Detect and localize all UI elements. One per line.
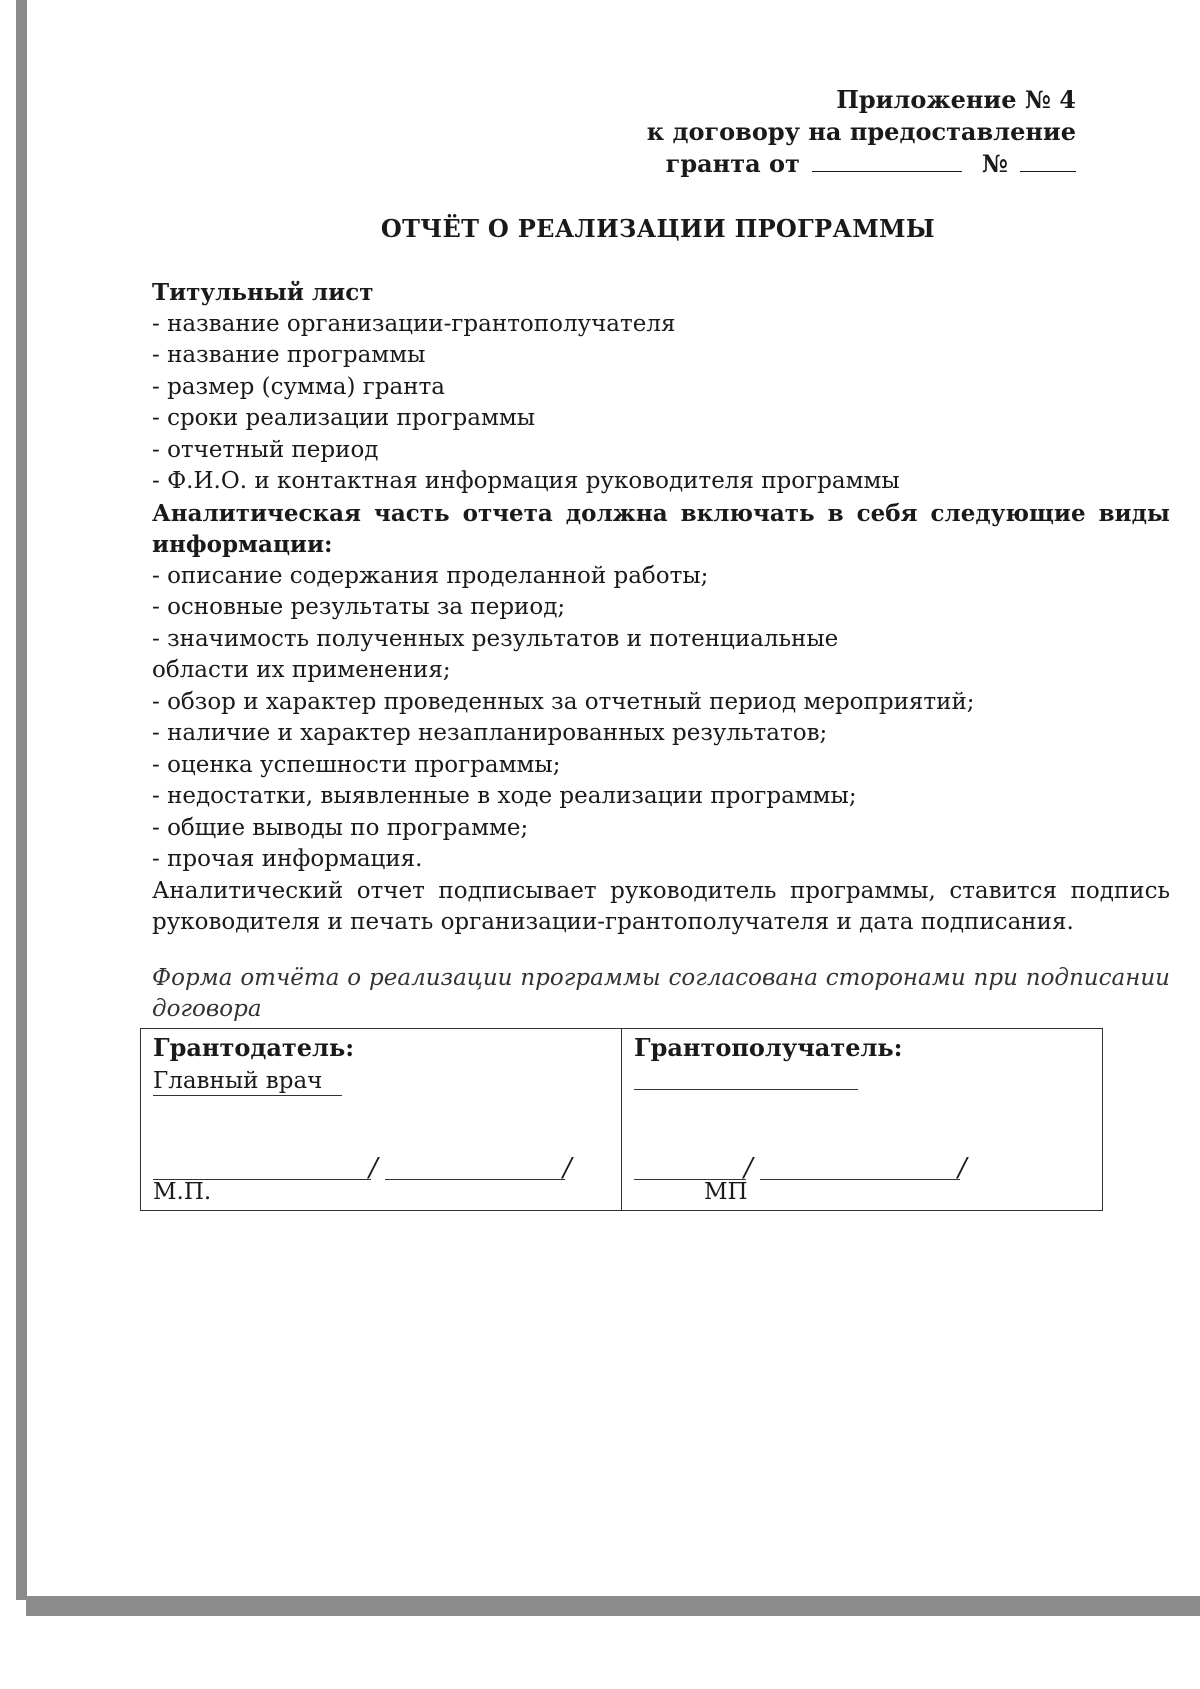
analytic-item: - общие выводы по программе; (152, 814, 529, 841)
grantor-stamp-label: М.П. (153, 1179, 212, 1205)
analytic-item: - обзор и характер проведенных за отчетный период мероприятий; (152, 688, 975, 715)
grantor-position: Главный врач (153, 1067, 342, 1096)
appendix-header (516, 84, 1076, 180)
grantee-name-line (760, 1179, 960, 1180)
grantee-name-slash: / (958, 1153, 967, 1183)
grant-from-label: гранта от (665, 149, 800, 178)
analytic-item: - наличие и характер незапланированных результатов; (152, 720, 828, 746)
grantee-position-blank (634, 1089, 858, 1090)
grantee-heading: Грантополучатель: (634, 1033, 903, 1062)
grant-number-label: № (981, 149, 1008, 178)
analytic-heading: Аналитическая часть отчета должна включать в себя следующие виды информации: (152, 499, 1170, 558)
grantor-name-line (385, 1179, 565, 1180)
grantee-stamp-label: МП (704, 1179, 748, 1205)
document-body (152, 277, 1170, 1026)
analytic-item: - описание содержания проделанной работы; (152, 562, 709, 589)
title-sheet-heading: Титульный лист (152, 279, 374, 306)
analytic-item: - основные результаты за период; (152, 594, 566, 620)
analytic-item: - оценка успешности программы; (152, 751, 561, 778)
grantee-cell (622, 1029, 1102, 1210)
analytic-item: - прочая информация. (152, 846, 423, 872)
agreement-note: Форма отчёта о реализации программы согласована сторонами при подписании договора (152, 964, 1170, 1022)
title-sheet-item: - отчетный период (152, 436, 379, 463)
analytic-item: - недостатки, выявленные в ходе реализации программы; (152, 783, 857, 809)
appendix-contract-ref: к договору на предоставление (646, 117, 1076, 146)
title-sheet-item: - название организации-грантополучателя (152, 310, 676, 337)
grantor-cell (141, 1029, 622, 1210)
analytic-item: - значимость полученных результатов и потенциальные области их применения; (152, 625, 839, 683)
grant-date-blank (812, 151, 962, 172)
title-sheet-item: - размер (сумма) гранта (152, 373, 446, 400)
appendix-number: Приложение № 4 (836, 85, 1076, 114)
grantor-signature-slash: / (369, 1153, 378, 1183)
scan-bottom-edge (26, 1596, 1200, 1616)
grantee-signature-slash: / (744, 1153, 753, 1183)
appendix-grant-date-line (516, 148, 1076, 180)
signature-table (140, 1028, 1103, 1211)
title-sheet-item: - сроки реализации программы (152, 405, 536, 431)
grantor-heading: Грантодатель: (153, 1033, 355, 1062)
grantor-name-slash: / (563, 1153, 572, 1183)
document-title: ОТЧЁТ О РЕАЛИЗАЦИИ ПРОГРАММЫ (380, 214, 936, 243)
analytic-closing: Аналитический отчет подписывает руководитель программы, ставится подпись руководителя и печать организации-грантополучателя и дата подписания. (152, 877, 1170, 935)
title-sheet-item: - Ф.И.О. и контактная информация руководителя программы (152, 468, 900, 494)
title-sheet-item: - название программы (152, 342, 426, 368)
grant-number-blank (1020, 151, 1076, 172)
